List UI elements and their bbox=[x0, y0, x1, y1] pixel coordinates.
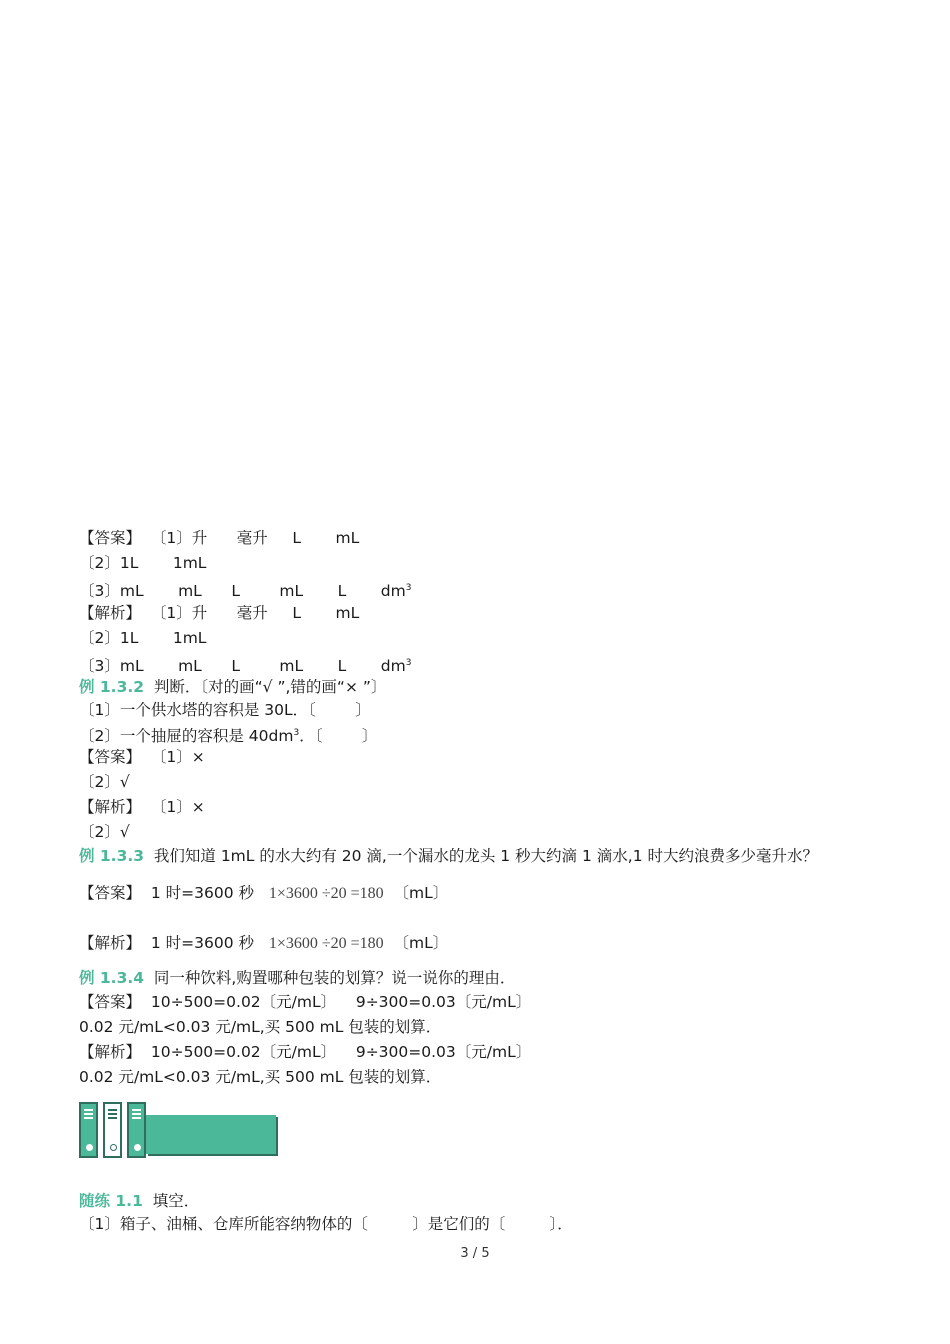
binder-icon bbox=[127, 1102, 146, 1158]
analysis-133: 【解析】 1 时=3600 秒 1×3600 ÷20 =180 〔mL〕 bbox=[79, 934, 449, 952]
analysis-132-line-2: 〔2〕√ bbox=[79, 823, 130, 841]
analysis-132-line-1: 【解析】 〔1〕× bbox=[79, 798, 205, 816]
banner-bar bbox=[146, 1115, 276, 1154]
practice-question-1: 〔1〕箱子、油桶、仓库所能容纳物体的〔 〕是它们的〔 〕． bbox=[79, 1215, 573, 1233]
example-1-3-3-heading: 例 1.3.3 我们知道 1mL 的水大约有 20 滴,一个漏水的龙头 1 秒大约滴 1 滴水,1 时大约浪费多少毫升水？ bbox=[79, 847, 818, 865]
analysis-line-1: 【解析】 〔1〕升 毫升 L mL bbox=[79, 604, 360, 622]
answer-132-line-2: 〔2〕√ bbox=[79, 773, 130, 791]
practice-heading: 随练 1.1 填空． bbox=[79, 1192, 200, 1210]
analysis-line-3: 〔3〕mL mL L mL L $dm^3$ bbox=[79, 657, 412, 675]
question-1: 〔1〕一个供水塔的容积是 30L．〔 〕 bbox=[79, 701, 371, 719]
page-number: 3 / 5 bbox=[460, 1246, 490, 1261]
example-1-3-4-heading: 例 1.3.4 同一种饮料,购置哪种包装的划算？说一说你的理由． bbox=[79, 969, 516, 987]
binder-icon bbox=[79, 1102, 98, 1158]
analysis-134-line-2: 0.02 元/mL<0.03 元/mL,买 500 mL 包装的划算． bbox=[79, 1068, 442, 1086]
formula: 1×3600 ÷20 =180 bbox=[268, 885, 384, 902]
example-label: 例 1.3.2 bbox=[79, 678, 145, 696]
answer-134-line-2: 0.02 元/mL<0.03 元/mL,买 500 mL 包装的划算． bbox=[79, 1018, 442, 1036]
formula: 1×3600 ÷20 =180 bbox=[268, 935, 384, 952]
analysis-line-2: 〔2〕1L 1mL bbox=[79, 629, 207, 647]
binder-icon bbox=[103, 1102, 122, 1158]
answer-line-2: 〔2〕1L 1mL bbox=[79, 554, 207, 572]
example-1-3-2-heading: 例 1.3.2 判断．〔对的画“√ ”,错的画“× ”〕 bbox=[79, 678, 387, 696]
analysis-tag: 【解析】 bbox=[79, 604, 142, 622]
answer-132-line-1: 【答案】 〔1〕× bbox=[79, 748, 205, 766]
question-2: 〔2〕一个抽屉的容积是 $40dm^3$．〔 〕 bbox=[79, 727, 378, 745]
answer-line-1: 【答案】 〔1〕升 毫升 L mL bbox=[79, 529, 360, 547]
analysis-134-line-1: 【解析】 10÷500=0.02〔元/mL〕 9÷300=0.03〔元/mL〕 bbox=[79, 1043, 532, 1061]
answer-133: 【答案】 1 时=3600 秒 1×3600 ÷20 =180 〔mL〕 bbox=[79, 884, 449, 902]
answer-134-line-1: 【答案】 10÷500=0.02〔元/mL〕 9÷300=0.03〔元/mL〕 bbox=[79, 993, 532, 1011]
answer-tag: 【答案】 bbox=[79, 529, 142, 547]
answer-line-3: 〔3〕mL mL L mL L $dm^3$ bbox=[79, 582, 412, 600]
